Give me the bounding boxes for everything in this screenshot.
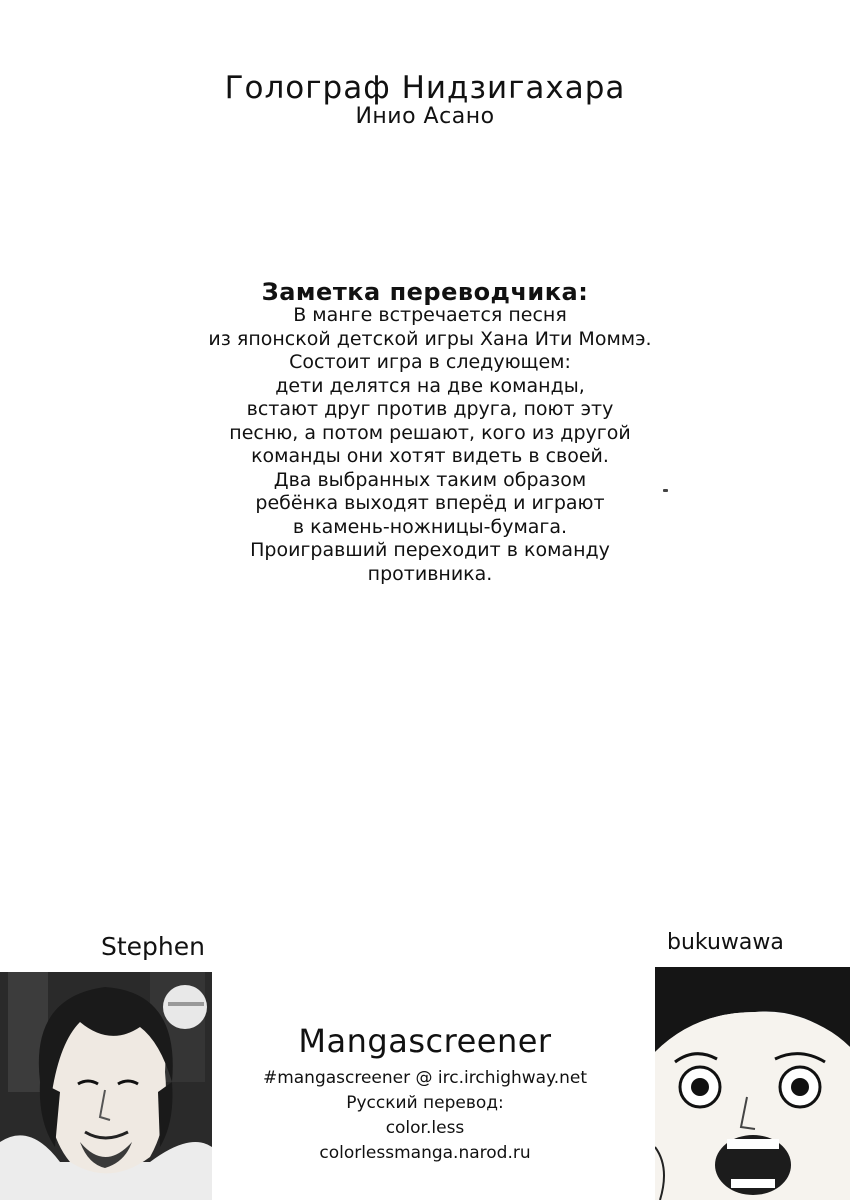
note-line: ребёнка выходят вперёд и играют bbox=[255, 492, 605, 514]
translator-note-heading: Заметка переводчика: bbox=[261, 278, 589, 306]
note-line: встают друг против друга, поют эту bbox=[246, 398, 614, 420]
decorative-dot bbox=[663, 489, 668, 492]
note-line: Состоит игра в следующем: bbox=[289, 351, 571, 373]
note-line: Проигравший переходит в команду bbox=[250, 539, 610, 561]
credits-irc: #mangascreener @ irc.irchighway.net bbox=[262, 1068, 588, 1088]
note-line: дети делятся на две команды, bbox=[275, 374, 585, 397]
note-line: В манге встречается песня bbox=[293, 304, 567, 326]
note-line: в камень-ножницы-бумага. bbox=[292, 515, 568, 538]
note-line: противника. bbox=[367, 562, 493, 585]
note-line: песню, а потом решают, кого из другой bbox=[229, 421, 631, 444]
note-line: команды они хотят видеть в своей. bbox=[251, 445, 609, 467]
credits-translator: color.less bbox=[385, 1118, 465, 1138]
group-name: Mangascreener bbox=[298, 1022, 552, 1060]
translator-note-body bbox=[170, 304, 690, 586]
title: Голограф Нидзигахара bbox=[224, 70, 626, 106]
note-line: из японской детской игры Хана Ити Моммэ. bbox=[208, 327, 652, 350]
author: Инио Асано bbox=[355, 104, 495, 129]
staff-name-left: Stephen bbox=[101, 932, 205, 961]
staff-name-right: bukuwawa bbox=[667, 930, 784, 955]
group-credits bbox=[0, 1066, 850, 1166]
credits-translation-label: Русский перевод: bbox=[346, 1093, 504, 1113]
credits-website: colorlessmanga.narod.ru bbox=[319, 1143, 531, 1163]
note-line: Два выбранных таким образом bbox=[273, 468, 587, 491]
